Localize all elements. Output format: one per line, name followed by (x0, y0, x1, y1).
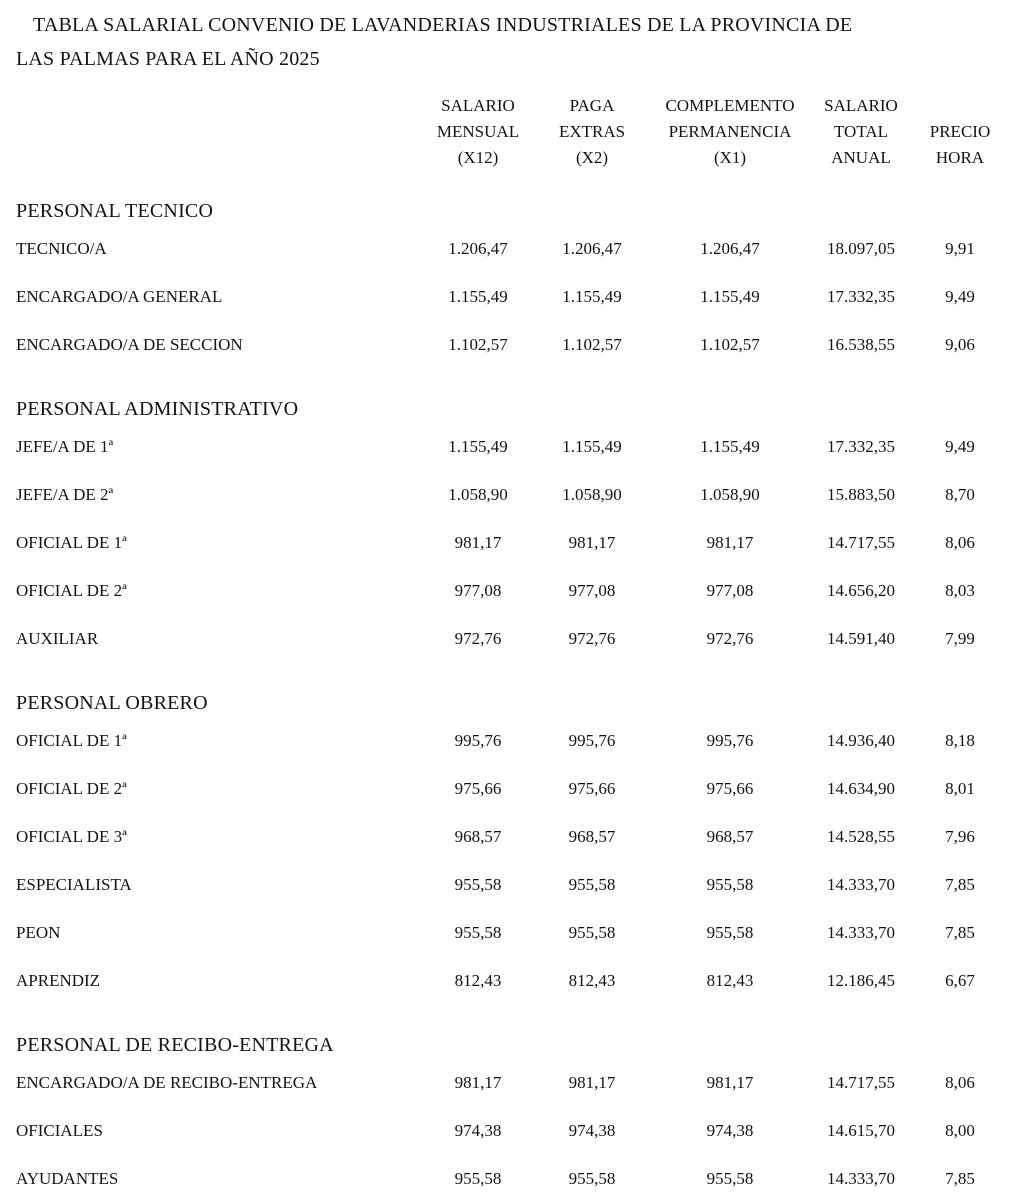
cell-salario-total-anual: 16.538,55 (827, 335, 895, 354)
cell-salario-mensual: 955,58 (454, 923, 502, 942)
column-header-line: ANUAL (831, 148, 891, 167)
table-row (16, 957, 1010, 1005)
column-header-line: PAGA (569, 96, 615, 115)
column-header-line: TOTAL (833, 122, 889, 141)
cell-salario-mensual: 972,76 (454, 629, 502, 648)
section-personal-recibo-entrega (16, 1031, 1010, 1203)
row-label: ENCARGADO/A DE RECIBO-ENTREGA (16, 1073, 318, 1092)
cell-complemento-permanencia: 981,17 (706, 1073, 754, 1092)
cell-complemento-permanencia: 955,58 (706, 1169, 754, 1188)
column-header-row (16, 93, 1010, 171)
cell-complemento-permanencia: 1.058,90 (700, 485, 760, 504)
cell-complemento-permanencia: 812,43 (706, 971, 754, 990)
cell-paga-extras: 977,08 (568, 581, 616, 600)
row-label: OFICIAL DE 2ª (16, 581, 127, 600)
cell-complemento-permanencia: 977,08 (706, 581, 754, 600)
column-header-salario-mensual (422, 93, 534, 171)
column-header-precio-hora (912, 93, 1008, 171)
row-label: JEFE/A DE 2ª (16, 485, 114, 504)
row-label: JEFE/A DE 1ª (16, 437, 114, 456)
row-label: PEON (16, 923, 61, 942)
cell-complemento-permanencia: 981,17 (706, 533, 754, 552)
cell-salario-total-anual: 14.717,55 (827, 533, 895, 552)
cell-salario-total-anual: 14.615,70 (827, 1121, 895, 1140)
cell-paga-extras: 981,17 (568, 1073, 616, 1092)
cell-complemento-permanencia: 995,76 (706, 731, 754, 750)
cell-precio-hora: 7,99 (945, 629, 975, 648)
column-header-line: SALARIO (824, 96, 898, 115)
cell-paga-extras: 955,58 (568, 923, 616, 942)
table-row (16, 1155, 1010, 1203)
cell-salario-mensual: 974,38 (454, 1121, 502, 1140)
cell-salario-mensual: 1.155,49 (448, 437, 508, 456)
section-heading: PERSONAL DE RECIBO-ENTREGA (16, 1034, 334, 1056)
column-header-line: PRECIO (929, 122, 991, 141)
row-label: ENCARGADO/A GENERAL (16, 287, 223, 306)
column-header-spacer (16, 93, 422, 171)
cell-salario-mensual: 995,76 (454, 731, 502, 750)
cell-precio-hora: 8,18 (945, 731, 975, 750)
cell-paga-extras: 995,76 (568, 731, 616, 750)
column-header-line: EXTRAS (558, 122, 626, 141)
cell-precio-hora: 9,06 (945, 335, 975, 354)
row-label: ESPECIALISTA (16, 875, 132, 894)
row-label: OFICIAL DE 3ª (16, 827, 127, 846)
section-personal-tecnico (16, 197, 1010, 369)
cell-salario-total-anual: 12.186,45 (827, 971, 895, 990)
cell-salario-total-anual: 14.591,40 (827, 629, 895, 648)
cell-complemento-permanencia: 1.206,47 (700, 239, 760, 258)
cell-precio-hora: 7,85 (945, 923, 975, 942)
row-label: OFICIAL DE 2ª (16, 779, 127, 798)
section-heading: PERSONAL ADMINISTRATIVO (16, 398, 299, 420)
cell-paga-extras: 812,43 (568, 971, 616, 990)
cell-salario-mensual: 955,58 (454, 1169, 502, 1188)
cell-salario-total-anual: 14.333,70 (827, 875, 895, 894)
cell-salario-total-anual: 14.936,40 (827, 731, 895, 750)
cell-complemento-permanencia: 955,58 (706, 875, 754, 894)
cell-complemento-permanencia: 1.155,49 (700, 437, 760, 456)
cell-salario-mensual: 955,58 (454, 875, 502, 894)
cell-paga-extras: 968,57 (568, 827, 616, 846)
row-label: OFICIAL DE 1ª (16, 533, 127, 552)
cell-salario-total-anual: 14.528,55 (827, 827, 895, 846)
column-header-line: SALARIO (441, 96, 515, 115)
table-row (16, 717, 1010, 765)
section-heading: PERSONAL TECNICO (16, 200, 214, 222)
table-row (16, 1059, 1010, 1107)
cell-paga-extras: 1.058,90 (562, 485, 622, 504)
cell-precio-hora: 8,06 (945, 1073, 975, 1092)
column-header-line: (X2) (575, 148, 609, 167)
column-header-line: HORA (935, 148, 985, 167)
table-row (16, 909, 1010, 957)
cell-salario-mensual: 968,57 (454, 827, 502, 846)
cell-salario-mensual: 1.155,49 (448, 287, 508, 306)
row-label: APRENDIZ (16, 971, 101, 990)
cell-paga-extras: 975,66 (568, 779, 616, 798)
cell-salario-mensual: 977,08 (454, 581, 502, 600)
row-label: TECNICO/A (16, 239, 107, 258)
cell-salario-mensual: 1.058,90 (448, 485, 508, 504)
cell-precio-hora: 8,70 (945, 485, 975, 504)
column-header-line: PERMANENCIA (668, 122, 792, 141)
table-row (16, 471, 1010, 519)
cell-salario-mensual: 1.206,47 (448, 239, 508, 258)
column-header-salario-total-anual (810, 93, 912, 171)
cell-complemento-permanencia: 1.155,49 (700, 287, 760, 306)
cell-paga-extras: 1.206,47 (562, 239, 622, 258)
section-heading: PERSONAL OBRERO (16, 692, 208, 714)
cell-complemento-permanencia: 972,76 (706, 629, 754, 648)
cell-precio-hora: 8,01 (945, 779, 975, 798)
cell-precio-hora: 8,06 (945, 533, 975, 552)
cell-salario-total-anual: 14.333,70 (827, 923, 895, 942)
column-header-line: (X1) (713, 148, 747, 167)
table-row (16, 567, 1010, 615)
cell-salario-mensual: 1.102,57 (448, 335, 508, 354)
column-header-complemento-permanencia (650, 93, 810, 171)
cell-salario-total-anual: 14.333,70 (827, 1169, 895, 1188)
table-row (16, 1107, 1010, 1155)
cell-complemento-permanencia: 975,66 (706, 779, 754, 798)
table-row (16, 861, 1010, 909)
cell-salario-mensual: 981,17 (454, 533, 502, 552)
section-personal-administrativo (16, 395, 1010, 663)
cell-complemento-permanencia: 968,57 (706, 827, 754, 846)
cell-paga-extras: 1.102,57 (562, 335, 622, 354)
column-header-line: COMPLEMENTO (665, 96, 795, 115)
cell-paga-extras: 955,58 (568, 875, 616, 894)
section-personal-obrero (16, 689, 1010, 1005)
title-line-2: LAS PALMAS PARA EL AÑO 2025 (16, 48, 320, 70)
column-header-line: MENSUAL (436, 122, 520, 141)
table-row (16, 813, 1010, 861)
cell-precio-hora: 9,49 (945, 287, 975, 306)
cell-precio-hora: 7,85 (945, 1169, 975, 1188)
table-row (16, 615, 1010, 663)
cell-salario-total-anual: 14.634,90 (827, 779, 895, 798)
column-header-line: (X12) (457, 148, 499, 167)
cell-precio-hora: 9,49 (945, 437, 975, 456)
column-header-paga-extras (534, 93, 650, 171)
cell-salario-total-anual: 18.097,05 (827, 239, 895, 258)
cell-complemento-permanencia: 1.102,57 (700, 335, 760, 354)
cell-paga-extras: 972,76 (568, 629, 616, 648)
table-row (16, 423, 1010, 471)
cell-salario-mensual: 975,66 (454, 779, 502, 798)
row-label: OFICIAL DE 1ª (16, 731, 127, 750)
row-label: AUXILIAR (16, 629, 99, 648)
document-title (16, 8, 1010, 76)
table-row (16, 765, 1010, 813)
table-row (16, 519, 1010, 567)
cell-precio-hora: 7,85 (945, 875, 975, 894)
cell-precio-hora: 6,67 (945, 971, 975, 990)
cell-precio-hora: 7,96 (945, 827, 975, 846)
cell-precio-hora: 8,03 (945, 581, 975, 600)
cell-salario-total-anual: 17.332,35 (827, 437, 895, 456)
cell-paga-extras: 1.155,49 (562, 287, 622, 306)
cell-salario-mensual: 981,17 (454, 1073, 502, 1092)
cell-complemento-permanencia: 955,58 (706, 923, 754, 942)
table-row (16, 225, 1010, 273)
row-label: AYUDANTES (16, 1169, 119, 1188)
table-row (16, 273, 1010, 321)
cell-paga-extras: 981,17 (568, 533, 616, 552)
table-row (16, 321, 1010, 369)
cell-precio-hora: 8,00 (945, 1121, 975, 1140)
column-header-line (912, 93, 1008, 119)
cell-paga-extras: 955,58 (568, 1169, 616, 1188)
cell-salario-total-anual: 15.883,50 (827, 485, 895, 504)
row-label: ENCARGADO/A DE SECCION (16, 335, 243, 354)
cell-salario-total-anual: 14.717,55 (827, 1073, 895, 1092)
title-line-1: TABLA SALARIAL CONVENIO DE LAVANDERIAS INDUSTRIALES DE LA PROVINCIA DE (33, 14, 853, 36)
cell-paga-extras: 974,38 (568, 1121, 616, 1140)
cell-salario-total-anual: 14.656,20 (827, 581, 895, 600)
cell-precio-hora: 9,91 (945, 239, 975, 258)
cell-salario-mensual: 812,43 (454, 971, 502, 990)
cell-salario-total-anual: 17.332,35 (827, 287, 895, 306)
cell-complemento-permanencia: 974,38 (706, 1121, 754, 1140)
row-label: OFICIALES (16, 1121, 103, 1140)
cell-paga-extras: 1.155,49 (562, 437, 622, 456)
